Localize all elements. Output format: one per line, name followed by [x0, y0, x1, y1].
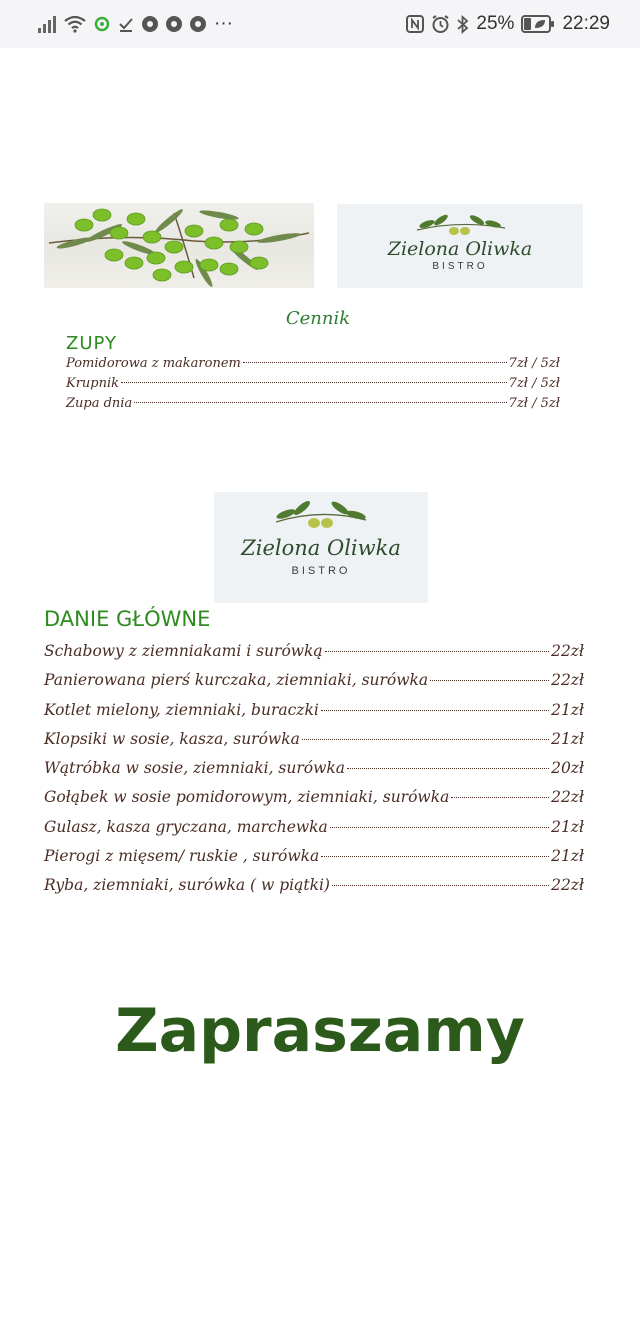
list-item	[44, 701, 584, 730]
price-list-title: Cennik	[285, 308, 351, 329]
olive-branch-icon	[337, 212, 583, 238]
menu-item-price: 7zł / 5zł	[508, 356, 560, 371]
alarm-icon	[431, 15, 450, 34]
menu-item-name: Wątróbka w sosie, ziemniaki, surówka	[44, 759, 346, 778]
menu-item-name: Gulasz, kasza gryczana, marchewka	[44, 817, 328, 836]
more-notifications-icon: ···	[214, 13, 233, 34]
list-item	[44, 642, 584, 671]
menu-item-name: Panierowana pierś kurczaka, ziemniaki, surówka	[44, 671, 429, 690]
list-item	[44, 788, 584, 817]
list-item	[44, 876, 584, 905]
menu-item-name: Krupnik	[66, 376, 120, 391]
main-dishes-list	[44, 642, 584, 906]
chrome-icon	[142, 16, 158, 32]
logo-title: Zielona Oliwka	[241, 536, 401, 560]
menu-item-price: 21zł	[551, 817, 584, 836]
signal-icon	[38, 15, 56, 33]
menu-item-price: 21zł	[551, 847, 584, 866]
dot-leader	[243, 362, 507, 363]
menu-item-name: Kotlet mielony, ziemniaki, buraczki	[44, 700, 319, 719]
nfc-icon	[406, 15, 424, 33]
list-item	[44, 671, 584, 700]
chrome-icon	[166, 16, 182, 32]
menu-item-price: 22zł	[551, 671, 584, 690]
dot-leader	[121, 382, 507, 383]
olive-branch-illustration	[44, 203, 314, 288]
menu-item-price: 22zł	[551, 876, 584, 895]
main-dishes-heading: DANIE GŁÓWNE	[44, 607, 211, 631]
dot-leader	[321, 710, 549, 711]
dot-leader	[325, 651, 549, 652]
clock: 22:29	[562, 13, 610, 34]
list-item	[44, 818, 584, 847]
dot-leader	[134, 402, 506, 403]
menu-item-price: 21zł	[551, 729, 584, 748]
dot-leader	[332, 885, 549, 886]
list-item	[44, 847, 584, 876]
dot-leader	[451, 797, 549, 798]
status-bar-left	[38, 13, 233, 35]
olive-branch-icon	[214, 498, 428, 532]
dot-leader	[347, 768, 549, 769]
menu-item-name: Klopsiki w sosie, kasza, surówka	[44, 729, 300, 748]
bistro-logo	[337, 204, 583, 288]
menu-item-price: 22zł	[551, 642, 584, 660]
list-item	[66, 396, 560, 416]
list-item	[44, 759, 584, 788]
dot-leader	[430, 680, 549, 681]
welcome-text: Zapraszamy	[115, 996, 525, 1066]
logo-subtitle: BISTRO	[432, 261, 488, 272]
menu-item-name: Gołąbek w sosie pomidorowym, ziemniaki, surówka	[44, 788, 450, 807]
list-item	[44, 730, 584, 759]
menu-item-price: 21zł	[551, 700, 584, 719]
status-bar-right	[406, 13, 610, 35]
sync-icon	[94, 16, 110, 32]
bistro-logo	[214, 492, 428, 603]
wifi-icon	[64, 15, 86, 33]
download-done-icon	[118, 16, 134, 32]
menu-item-name: Ryba, ziemniaki, surówka ( w piątki)	[44, 876, 330, 895]
menu-item-name: Schabowy z ziemniakami i surówką	[44, 642, 323, 660]
list-item	[66, 376, 560, 396]
status-bar	[0, 0, 640, 48]
menu-item-name: Pomidorowa z makaronem	[66, 356, 241, 371]
olives-image	[44, 203, 314, 288]
menu-item-price: 7zł / 5zł	[508, 396, 560, 411]
menu-item-name: Pierogi z mięsem/ ruskie , surówka	[44, 847, 320, 866]
menu-item-price: 22zł	[551, 788, 584, 807]
logo-title: Zielona Oliwka	[387, 238, 533, 260]
menu-item-name: Zupa dnia	[66, 396, 133, 411]
menu-item-price: 20zł	[551, 759, 584, 778]
logo-subtitle: BISTRO	[291, 565, 351, 577]
soups-heading: ZUPY	[66, 333, 117, 354]
chrome-icon	[190, 16, 206, 32]
soups-list	[66, 356, 560, 416]
battery-icon	[521, 15, 555, 33]
dot-leader	[302, 739, 549, 740]
battery-percent: 25%	[476, 13, 515, 34]
list-item	[66, 356, 560, 376]
dot-leader	[321, 856, 549, 857]
dot-leader	[330, 827, 549, 828]
menu-item-price: 7zł / 5zł	[508, 376, 560, 391]
bluetooth-icon	[457, 15, 469, 34]
